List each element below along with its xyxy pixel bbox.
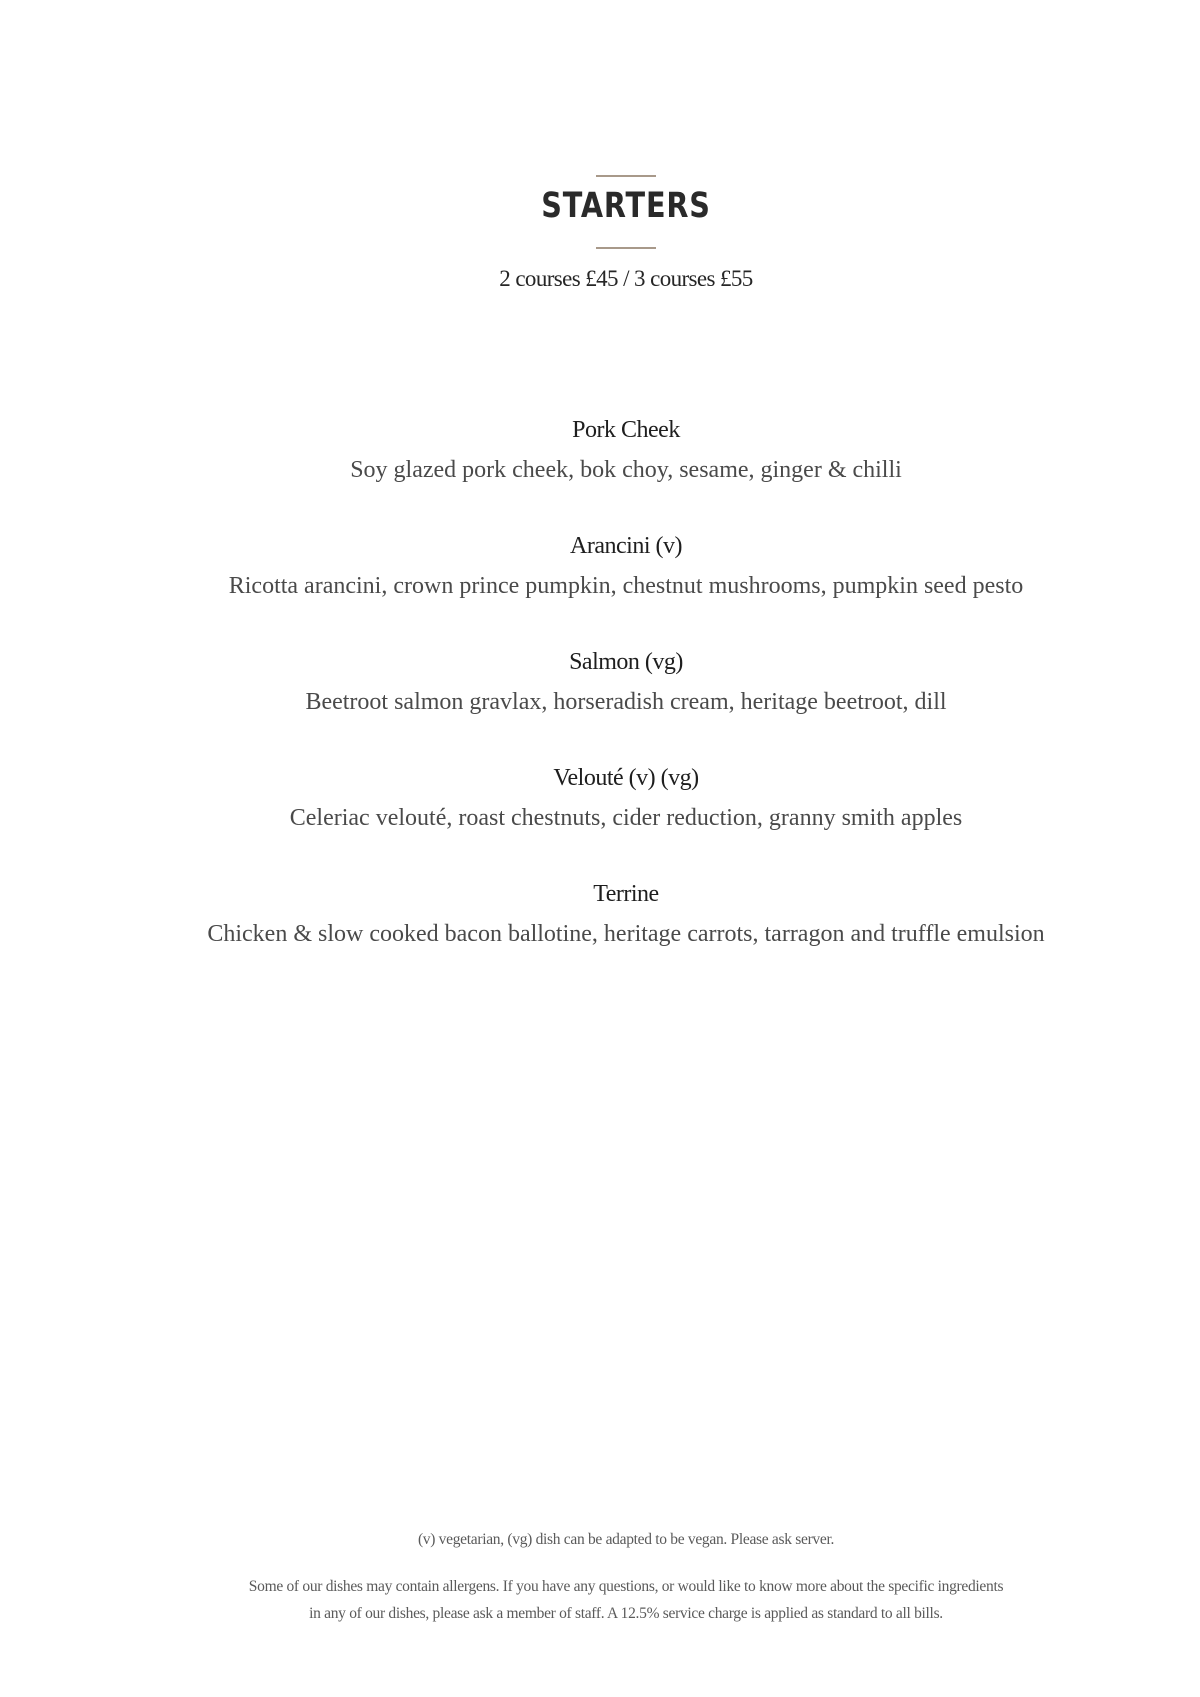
dish-item (0, 410, 1200, 526)
dish-item (0, 758, 1200, 874)
dish-name: Pork Cheek (572, 417, 680, 443)
dish-description: Soy glazed pork cheek, bok choy, sesame, ginger & chilli (350, 457, 902, 483)
course-price: 2 courses £45 / 3 courses £55 (499, 266, 753, 291)
dish-item (0, 526, 1200, 642)
dish-description: Chicken & slow cooked bacon ballotine, heritage carrots, tarragon and truffle emulsion (207, 921, 1045, 947)
menu-header (0, 0, 1200, 300)
dietary-key: (v) vegetarian, (vg) dish can be adapted to be vegan. Please ask server. (417, 1531, 835, 1548)
allergen-notice (0, 1573, 1200, 1627)
title-top-rule (596, 175, 656, 177)
dish-description: Beetroot salmon gravlax, horseradish cream, heritage beetroot, dill (305, 689, 947, 715)
dish-name: Terrine (593, 881, 659, 907)
title-bottom-rule (596, 247, 656, 249)
dish-item (0, 874, 1200, 990)
dish-list (0, 410, 1200, 990)
dish-name: Salmon (vg) (569, 649, 683, 675)
dish-description: Celeriac velouté, roast chestnuts, cider reduction, granny smith apples (289, 805, 963, 831)
dish-name: Arancini (v) (570, 533, 682, 559)
allergen-notice-line: in any of our dishes, please ask a member of staff. A 12.5% service charge is applied as standard to all bills. (309, 1605, 943, 1622)
section-title: STARTERS (541, 186, 711, 226)
allergen-notice-line: Some of our dishes may contain allergens. If you have any questions, or would like to know more about the specific ingredients (248, 1578, 1004, 1595)
dish-description: Ricotta arancini, crown prince pumpkin, chestnut mushrooms, pumpkin seed pesto (228, 573, 1024, 599)
dish-item (0, 642, 1200, 758)
dish-name: Velouté (v) (vg) (553, 765, 699, 791)
